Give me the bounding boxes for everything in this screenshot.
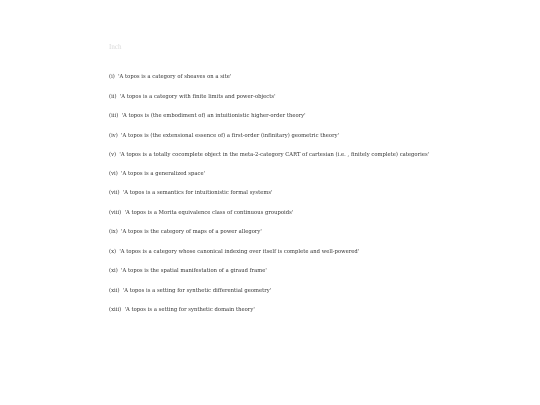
item-text: 'A topos is a setting for synthetic differential geometry' [122,287,272,294]
item-number: (iii) [109,113,119,119]
list-item [109,189,469,198]
item-number: (iv) [109,132,118,139]
item-number: (vi) [109,170,118,177]
item-text: 'A topos is a category with finite limits and power-objects' [119,93,276,100]
item-number: (ii) [109,93,117,100]
list-item [109,151,469,160]
item-text: 'A topos is a setting for synthetic domain theory' [124,307,255,313]
list-item [109,93,469,102]
item-number: (viii) [109,209,122,216]
item-text: 'A topos is (the embodiment of) an intuitionistic higher-order theory' [121,113,306,119]
item-text: 'A topos is a category whose canonical indexing over itself is complete and well-powered' [119,248,360,255]
list-item [109,112,469,121]
item-text: 'A topos is a semantics for intuitionistic formal systems' [122,190,273,196]
list-item [109,170,469,179]
item-number: (xi) [109,268,118,274]
item-number: (i) [109,74,115,80]
item-text: 'A topos is a totally cocomplete object in the meta-2-category CART of cartesian (i.e. , finitely complete) categories' [119,152,430,158]
list-item [109,132,469,141]
item-number: (xii) [109,287,120,294]
item-text: 'A topos is the category of maps of a power allegory' [121,229,262,235]
item-text: 'A topos is the spatial manifestation of a giraud frame' [121,268,267,274]
item-text: 'A topos is (the extensional essence of) a first-order (infinitary) geometric theory' [121,132,340,139]
item-number: (xiii) [109,307,122,313]
list-item [109,209,469,218]
item-number: (v) [109,152,117,158]
item-text: 'A topos is a Morita equivalence class of continuous groupoids' [124,209,294,216]
list-item [109,228,469,237]
item-text: 'A topos is a category of sheaves on a site' [118,74,232,80]
list-item [109,306,469,315]
item-number: (ix) [109,229,118,235]
list-item [109,267,469,276]
faded-heading: Inch [109,43,122,51]
item-number: (x) [109,248,117,255]
list-item [109,287,469,296]
document-page [109,43,469,326]
list-item [109,248,469,257]
list-item [109,73,469,82]
item-text: 'A topos is a generalized space' [121,170,206,177]
item-number: (vii) [109,190,120,196]
